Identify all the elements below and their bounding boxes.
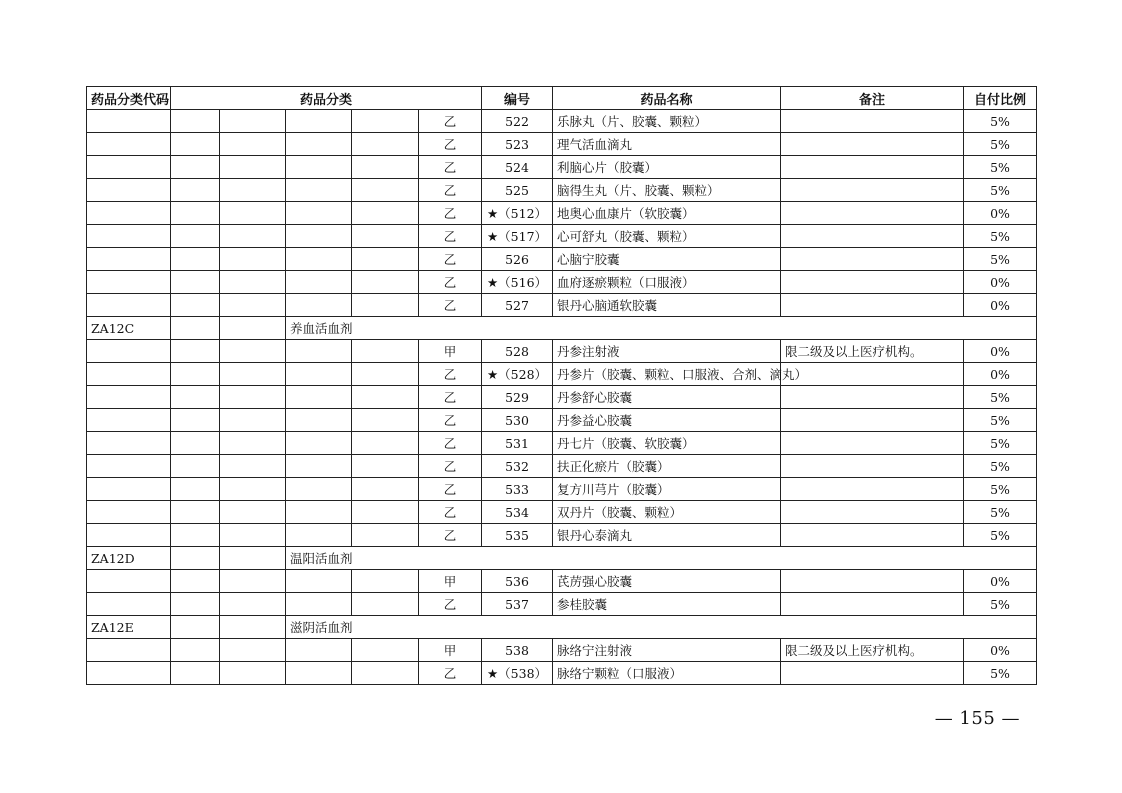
category-code: ZA12E bbox=[87, 616, 171, 639]
drug-remark bbox=[781, 662, 964, 685]
table-row bbox=[87, 179, 1037, 202]
empty-category-cell bbox=[171, 409, 220, 432]
drug-ratio: 5% bbox=[964, 409, 1037, 432]
empty-category-cell bbox=[220, 432, 286, 455]
empty-category-cell bbox=[87, 248, 171, 271]
empty-category-cell bbox=[352, 455, 419, 478]
drug-name: 扶正化瘀片（胶囊） bbox=[553, 455, 781, 478]
empty-category-cell bbox=[171, 639, 220, 662]
drug-name: 利脑心片（胶囊） bbox=[553, 156, 781, 179]
drug-ratio: 0% bbox=[964, 271, 1037, 294]
drug-remark bbox=[781, 271, 964, 294]
drug-number: ★（517） bbox=[482, 225, 553, 248]
empty-category-cell bbox=[220, 110, 286, 133]
drug-level: 乙 bbox=[419, 662, 482, 685]
drug-remark bbox=[781, 110, 964, 133]
empty-category-cell bbox=[220, 409, 286, 432]
drug-level: 乙 bbox=[419, 156, 482, 179]
empty-category-cell bbox=[171, 202, 220, 225]
drug-remark bbox=[781, 179, 964, 202]
empty-category-cell bbox=[220, 639, 286, 662]
category-row bbox=[87, 616, 1037, 639]
header-code: 药品分类代码 bbox=[87, 87, 171, 110]
table-row bbox=[87, 133, 1037, 156]
empty-category-cell bbox=[171, 271, 220, 294]
empty-category-cell bbox=[87, 524, 171, 547]
drug-number: 529 bbox=[482, 386, 553, 409]
drug-name: 参桂胶囊 bbox=[553, 593, 781, 616]
empty-category-cell bbox=[87, 133, 171, 156]
drug-table bbox=[86, 86, 1037, 685]
drug-ratio: 5% bbox=[964, 478, 1037, 501]
drug-number: 524 bbox=[482, 156, 553, 179]
drug-level: 甲 bbox=[419, 570, 482, 593]
empty-category-cell bbox=[352, 133, 419, 156]
drug-name: 丹参益心胶囊 bbox=[553, 409, 781, 432]
drug-ratio: 5% bbox=[964, 432, 1037, 455]
drug-name: 芪苈强心胶囊 bbox=[553, 570, 781, 593]
drug-level: 甲 bbox=[419, 639, 482, 662]
empty-category-cell bbox=[220, 271, 286, 294]
table-row bbox=[87, 478, 1037, 501]
drug-ratio: 5% bbox=[964, 593, 1037, 616]
table-header-row bbox=[87, 87, 1037, 110]
empty-category-cell bbox=[87, 340, 171, 363]
drug-ratio: 5% bbox=[964, 179, 1037, 202]
header-category: 药品分类 bbox=[171, 87, 482, 110]
empty-category-cell bbox=[220, 133, 286, 156]
drug-ratio: 5% bbox=[964, 133, 1037, 156]
table-row bbox=[87, 639, 1037, 662]
drug-number: 536 bbox=[482, 570, 553, 593]
drug-name: 丹七片（胶囊、软胶囊） bbox=[553, 432, 781, 455]
empty-category-cell bbox=[286, 248, 352, 271]
empty-category-cell bbox=[220, 363, 286, 386]
header-drug-name: 药品名称 bbox=[553, 87, 781, 110]
empty-category-cell bbox=[171, 133, 220, 156]
drug-name: 双丹片（胶囊、颗粒） bbox=[553, 501, 781, 524]
empty-category-cell bbox=[171, 156, 220, 179]
empty-category-cell bbox=[220, 340, 286, 363]
empty-category-cell bbox=[352, 110, 419, 133]
drug-level: 乙 bbox=[419, 363, 482, 386]
empty-category-cell bbox=[171, 363, 220, 386]
drug-level: 乙 bbox=[419, 225, 482, 248]
drug-remark bbox=[781, 156, 964, 179]
table-row bbox=[87, 593, 1037, 616]
empty-category-cell bbox=[87, 455, 171, 478]
empty-category-cell bbox=[171, 501, 220, 524]
category-blank-cell bbox=[220, 616, 286, 639]
empty-category-cell bbox=[352, 179, 419, 202]
empty-category-cell bbox=[352, 225, 419, 248]
empty-category-cell bbox=[286, 570, 352, 593]
empty-category-cell bbox=[286, 432, 352, 455]
drug-level: 乙 bbox=[419, 271, 482, 294]
empty-category-cell bbox=[87, 432, 171, 455]
empty-category-cell bbox=[352, 271, 419, 294]
empty-category-cell bbox=[87, 662, 171, 685]
empty-category-cell bbox=[171, 455, 220, 478]
empty-category-cell bbox=[87, 179, 171, 202]
empty-category-cell bbox=[220, 662, 286, 685]
drug-name: 脉络宁颗粒（口服液） bbox=[553, 662, 781, 685]
drug-number: 528 bbox=[482, 340, 553, 363]
empty-category-cell bbox=[87, 110, 171, 133]
empty-category-cell bbox=[352, 639, 419, 662]
empty-category-cell bbox=[286, 294, 352, 317]
category-name: 温阳活血剂 bbox=[286, 547, 1037, 570]
header-remark: 备注 bbox=[781, 87, 964, 110]
empty-category-cell bbox=[171, 524, 220, 547]
category-blank-cell bbox=[220, 317, 286, 340]
table-row bbox=[87, 156, 1037, 179]
drug-name: 地奥心血康片（软胶囊） bbox=[553, 202, 781, 225]
drug-remark bbox=[781, 202, 964, 225]
empty-category-cell bbox=[286, 455, 352, 478]
empty-category-cell bbox=[286, 409, 352, 432]
empty-category-cell bbox=[171, 248, 220, 271]
empty-category-cell bbox=[220, 501, 286, 524]
category-name: 养血活血剂 bbox=[286, 317, 1037, 340]
empty-category-cell bbox=[220, 386, 286, 409]
empty-category-cell bbox=[220, 225, 286, 248]
drug-number: 525 bbox=[482, 179, 553, 202]
empty-category-cell bbox=[352, 409, 419, 432]
empty-category-cell bbox=[220, 524, 286, 547]
drug-ratio: 5% bbox=[964, 524, 1037, 547]
empty-category-cell bbox=[352, 202, 419, 225]
drug-number: 530 bbox=[482, 409, 553, 432]
category-row bbox=[87, 547, 1037, 570]
empty-category-cell bbox=[220, 570, 286, 593]
drug-table-container bbox=[86, 86, 1036, 685]
drug-ratio: 5% bbox=[964, 501, 1037, 524]
drug-ratio: 5% bbox=[964, 248, 1037, 271]
drug-number: 523 bbox=[482, 133, 553, 156]
empty-category-cell bbox=[286, 662, 352, 685]
drug-ratio: 0% bbox=[964, 340, 1037, 363]
drug-level: 乙 bbox=[419, 202, 482, 225]
drug-level: 乙 bbox=[419, 386, 482, 409]
empty-category-cell bbox=[87, 639, 171, 662]
drug-level: 乙 bbox=[419, 133, 482, 156]
empty-category-cell bbox=[220, 478, 286, 501]
table-row bbox=[87, 363, 1037, 386]
table-row bbox=[87, 294, 1037, 317]
drug-number: ★（528） bbox=[482, 363, 553, 386]
drug-name: 理气活血滴丸 bbox=[553, 133, 781, 156]
empty-category-cell bbox=[220, 179, 286, 202]
table-row bbox=[87, 225, 1037, 248]
category-blank-cell bbox=[220, 547, 286, 570]
table-row bbox=[87, 271, 1037, 294]
empty-category-cell bbox=[352, 363, 419, 386]
empty-category-cell bbox=[171, 340, 220, 363]
empty-category-cell bbox=[352, 593, 419, 616]
drug-remark bbox=[781, 248, 964, 271]
drug-level: 乙 bbox=[419, 294, 482, 317]
drug-name: 丹参片（胶囊、颗粒、口服液、合剂、滴丸） bbox=[553, 363, 781, 386]
empty-category-cell bbox=[171, 478, 220, 501]
drug-number: 533 bbox=[482, 478, 553, 501]
drug-level: 乙 bbox=[419, 593, 482, 616]
empty-category-cell bbox=[171, 225, 220, 248]
empty-category-cell bbox=[171, 432, 220, 455]
drug-remark bbox=[781, 524, 964, 547]
drug-ratio: 0% bbox=[964, 570, 1037, 593]
empty-category-cell bbox=[87, 202, 171, 225]
drug-level: 乙 bbox=[419, 524, 482, 547]
empty-category-cell bbox=[87, 156, 171, 179]
drug-number: 538 bbox=[482, 639, 553, 662]
drug-remark bbox=[781, 501, 964, 524]
drug-number: 531 bbox=[482, 432, 553, 455]
empty-category-cell bbox=[171, 593, 220, 616]
empty-category-cell bbox=[352, 248, 419, 271]
drug-remark: 限二级及以上医疗机构。 bbox=[781, 340, 964, 363]
drug-level: 乙 bbox=[419, 501, 482, 524]
drug-level: 乙 bbox=[419, 248, 482, 271]
drug-name: 银丹心泰滴丸 bbox=[553, 524, 781, 547]
empty-category-cell bbox=[286, 639, 352, 662]
drug-ratio: 5% bbox=[964, 455, 1037, 478]
drug-number: 534 bbox=[482, 501, 553, 524]
drug-ratio: 0% bbox=[964, 363, 1037, 386]
header-number: 编号 bbox=[482, 87, 553, 110]
empty-category-cell bbox=[352, 662, 419, 685]
empty-category-cell bbox=[286, 202, 352, 225]
drug-remark bbox=[781, 570, 964, 593]
drug-name: 丹参舒心胶囊 bbox=[553, 386, 781, 409]
empty-category-cell bbox=[286, 501, 352, 524]
empty-category-cell bbox=[87, 271, 171, 294]
page-number: — 155 — bbox=[934, 708, 1020, 729]
empty-category-cell bbox=[220, 156, 286, 179]
drug-number: ★（538） bbox=[482, 662, 553, 685]
drug-name: 银丹心脑通软胶囊 bbox=[553, 294, 781, 317]
table-row bbox=[87, 340, 1037, 363]
drug-remark bbox=[781, 593, 964, 616]
empty-category-cell bbox=[286, 386, 352, 409]
drug-remark: 限二级及以上医疗机构。 bbox=[781, 639, 964, 662]
drug-remark bbox=[781, 455, 964, 478]
category-code: ZA12C bbox=[87, 317, 171, 340]
empty-category-cell bbox=[286, 271, 352, 294]
table-row bbox=[87, 501, 1037, 524]
table-row bbox=[87, 409, 1037, 432]
table-row bbox=[87, 432, 1037, 455]
empty-category-cell bbox=[352, 340, 419, 363]
drug-remark bbox=[781, 363, 964, 386]
table-row bbox=[87, 524, 1037, 547]
drug-name: 丹参注射液 bbox=[553, 340, 781, 363]
empty-category-cell bbox=[286, 225, 352, 248]
drug-number: ★（512） bbox=[482, 202, 553, 225]
drug-remark bbox=[781, 432, 964, 455]
drug-remark bbox=[781, 386, 964, 409]
table-row bbox=[87, 455, 1037, 478]
empty-category-cell bbox=[220, 455, 286, 478]
empty-category-cell bbox=[286, 179, 352, 202]
drug-level: 乙 bbox=[419, 432, 482, 455]
empty-category-cell bbox=[171, 386, 220, 409]
empty-category-cell bbox=[352, 386, 419, 409]
empty-category-cell bbox=[352, 294, 419, 317]
table-row bbox=[87, 386, 1037, 409]
drug-name: 脑得生丸（片、胶囊、颗粒） bbox=[553, 179, 781, 202]
empty-category-cell bbox=[87, 501, 171, 524]
drug-remark bbox=[781, 133, 964, 156]
drug-ratio: 5% bbox=[964, 156, 1037, 179]
table-row bbox=[87, 248, 1037, 271]
drug-level: 乙 bbox=[419, 409, 482, 432]
drug-number: 522 bbox=[482, 110, 553, 133]
empty-category-cell bbox=[171, 110, 220, 133]
table-row bbox=[87, 110, 1037, 133]
category-blank-cell bbox=[171, 317, 220, 340]
table-row bbox=[87, 662, 1037, 685]
empty-category-cell bbox=[171, 179, 220, 202]
drug-level: 乙 bbox=[419, 478, 482, 501]
empty-category-cell bbox=[171, 570, 220, 593]
drug-remark bbox=[781, 225, 964, 248]
header-ratio: 自付比例 bbox=[964, 87, 1037, 110]
category-code: ZA12D bbox=[87, 547, 171, 570]
drug-number: 526 bbox=[482, 248, 553, 271]
empty-category-cell bbox=[220, 593, 286, 616]
empty-category-cell bbox=[352, 156, 419, 179]
empty-category-cell bbox=[286, 593, 352, 616]
empty-category-cell bbox=[286, 363, 352, 386]
drug-name: 心可舒丸（胶囊、颗粒） bbox=[553, 225, 781, 248]
drug-ratio: 5% bbox=[964, 225, 1037, 248]
drug-name: 心脑宁胶囊 bbox=[553, 248, 781, 271]
empty-category-cell bbox=[87, 294, 171, 317]
drug-name: 乐脉丸（片、胶囊、颗粒） bbox=[553, 110, 781, 133]
drug-name: 复方川芎片（胶囊） bbox=[553, 478, 781, 501]
table-body bbox=[87, 110, 1037, 685]
category-name: 滋阴活血剂 bbox=[286, 616, 1037, 639]
drug-remark bbox=[781, 478, 964, 501]
empty-category-cell bbox=[352, 570, 419, 593]
table-row bbox=[87, 202, 1037, 225]
drug-remark bbox=[781, 294, 964, 317]
empty-category-cell bbox=[87, 225, 171, 248]
empty-category-cell bbox=[220, 248, 286, 271]
drug-level: 乙 bbox=[419, 110, 482, 133]
drug-ratio: 5% bbox=[964, 110, 1037, 133]
empty-category-cell bbox=[352, 478, 419, 501]
table-row bbox=[87, 570, 1037, 593]
empty-category-cell bbox=[220, 294, 286, 317]
empty-category-cell bbox=[87, 593, 171, 616]
empty-category-cell bbox=[286, 478, 352, 501]
drug-remark bbox=[781, 409, 964, 432]
empty-category-cell bbox=[286, 110, 352, 133]
empty-category-cell bbox=[286, 524, 352, 547]
empty-category-cell bbox=[352, 524, 419, 547]
empty-category-cell bbox=[220, 202, 286, 225]
category-blank-cell bbox=[171, 547, 220, 570]
empty-category-cell bbox=[87, 478, 171, 501]
category-row bbox=[87, 317, 1037, 340]
drug-ratio: 0% bbox=[964, 639, 1037, 662]
empty-category-cell bbox=[352, 432, 419, 455]
empty-category-cell bbox=[87, 409, 171, 432]
drug-number: 527 bbox=[482, 294, 553, 317]
empty-category-cell bbox=[352, 501, 419, 524]
empty-category-cell bbox=[87, 570, 171, 593]
drug-ratio: 5% bbox=[964, 662, 1037, 685]
empty-category-cell bbox=[286, 133, 352, 156]
drug-name: 血府逐瘀颗粒（口服液） bbox=[553, 271, 781, 294]
empty-category-cell bbox=[286, 340, 352, 363]
drug-ratio: 0% bbox=[964, 294, 1037, 317]
drug-number: 537 bbox=[482, 593, 553, 616]
drug-level: 甲 bbox=[419, 340, 482, 363]
empty-category-cell bbox=[87, 363, 171, 386]
empty-category-cell bbox=[87, 386, 171, 409]
empty-category-cell bbox=[171, 294, 220, 317]
category-blank-cell bbox=[171, 616, 220, 639]
empty-category-cell bbox=[171, 662, 220, 685]
drug-number: 535 bbox=[482, 524, 553, 547]
drug-number: 532 bbox=[482, 455, 553, 478]
drug-number: ★（516） bbox=[482, 271, 553, 294]
drug-ratio: 0% bbox=[964, 202, 1037, 225]
drug-ratio: 5% bbox=[964, 386, 1037, 409]
drug-level: 乙 bbox=[419, 455, 482, 478]
drug-name: 脉络宁注射液 bbox=[553, 639, 781, 662]
drug-level: 乙 bbox=[419, 179, 482, 202]
empty-category-cell bbox=[286, 156, 352, 179]
